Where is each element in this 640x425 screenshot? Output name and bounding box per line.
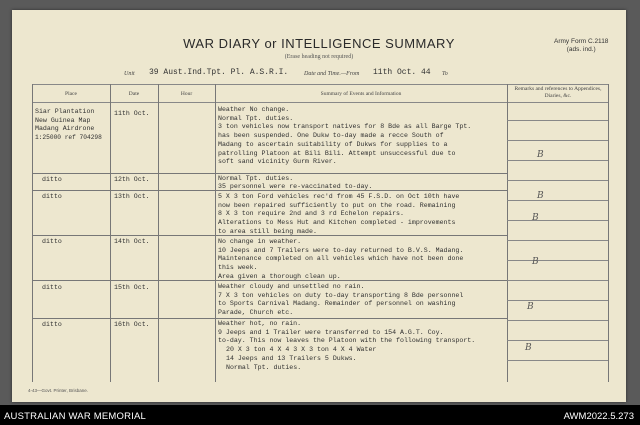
remarks-rule [507, 260, 608, 261]
summary-line: Weather hot, no rain. [218, 320, 302, 327]
summary-line: Weather cloudy and unsettled no rain. [218, 283, 365, 290]
summary-line: to Sports Carnival Madang. Remainder of personnel on washing [218, 300, 456, 308]
remarks-rule [507, 360, 608, 361]
remarks-rule [507, 160, 608, 161]
summary-line: 20 X 3 ton 4 X 4 3 X 3 ton 4 X 4 Water [226, 346, 377, 354]
summary-line: 7 X 3 ton vehicles on duty to-day transporting 8 Bde personnel [218, 291, 464, 299]
to-label: To [442, 71, 448, 77]
entry-date: 12th Oct. [114, 176, 150, 183]
ditto-mark: ditto [42, 238, 62, 245]
printer-imprint: 4-43—Govt. Printer, Brisbane. [28, 388, 89, 393]
col-header-summary: Summary of Events and Information [320, 91, 402, 97]
summary-line: Alterations to Mess Hut and Kitchen completed - improvements [218, 219, 456, 227]
summary-line: Normal Tpt. duties. [218, 174, 294, 182]
date-label: Date and Time.—From [304, 71, 360, 77]
table-header-rule [32, 102, 608, 103]
entry-date: 15th Oct. [114, 284, 150, 291]
entry-date: 14th Oct. [114, 238, 150, 245]
summary-line: to-day. This now leaves the Platoon with the following transport. [218, 337, 476, 345]
summary-line: has been suspended. One Dukw to-day made a recce South of [218, 132, 444, 140]
entry-date: 11th Oct. [114, 110, 150, 117]
summary-line: Normal Tpt. duties. [218, 114, 294, 122]
row-separator [32, 318, 507, 319]
entry-date: 13th Oct. [114, 193, 150, 200]
ditto-mark: ditto [42, 321, 62, 328]
col-divider-hour [215, 84, 216, 382]
place-line: New Guinea Map [35, 116, 91, 124]
ditto-mark: ditto [42, 176, 62, 183]
remarks-rule [507, 220, 608, 221]
summary-line: to area still being made. [218, 227, 317, 235]
col-header-remarks: Remarks and references to Appendices, Diaries, &c. [514, 86, 602, 99]
summary-line: patrolling Platoon at Bili Bili. Attempt unsuccessful due to [218, 149, 456, 157]
form-number-note: (ads. ind.) [566, 46, 596, 53]
summary-line: Maintenance completed on all vehicles which have not been done [218, 255, 464, 263]
remarks-rule [507, 140, 608, 141]
table-border-left [32, 84, 33, 382]
col-divider-summary [507, 84, 508, 382]
form-title: WAR DIARY or INTELLIGENCE SUMMARY [183, 36, 455, 51]
col-divider-place [110, 84, 111, 382]
remarks-rule [507, 180, 608, 181]
form-number-text: Army Form C.2118 [554, 38, 609, 45]
unit-label: Unit [124, 71, 135, 77]
table-top-rule [32, 84, 608, 85]
col-header-hour: Hour [180, 91, 193, 97]
remarks-rule [507, 240, 608, 241]
remarks-rule [507, 200, 608, 201]
diary-page [12, 10, 626, 402]
initial-mark: B [527, 302, 534, 312]
initial-mark: B [537, 150, 544, 160]
initial-mark: B [532, 257, 539, 267]
summary-line: Parade, Church etc. [218, 309, 294, 317]
ditto-mark: ditto [42, 284, 62, 291]
summary-line: this week. [218, 264, 258, 272]
unit-value: 39 Aust.Ind.Tpt. Pl. A.S.R.I. [149, 68, 289, 77]
place-line: Siar Plantation [35, 108, 95, 115]
place-line: 1:25000 ref 704298 [35, 134, 102, 142]
archive-footer [0, 405, 640, 425]
remarks-rule [507, 320, 608, 321]
summary-line: Area given a thorough clean up. [218, 272, 341, 280]
date-value: 11th Oct. 44 [373, 68, 431, 77]
entry-date: 16th Oct. [114, 321, 150, 328]
remarks-rule [507, 340, 608, 341]
summary-line: No change in weather. [218, 238, 302, 245]
remarks-rule [507, 300, 608, 301]
remarks-rule [507, 120, 608, 121]
summary-line: Madang to ascertain suitability of Dukws for supplies to a [218, 140, 448, 148]
summary-line: 8 X 3 ton require 2nd and 3 rd Echelon repairs. [218, 210, 404, 218]
summary-line: 10 Jeeps and 7 Trailers were to-day returned to B.V.S. Madang. [218, 246, 464, 254]
table-border-right [608, 84, 609, 382]
summary-line: 3 ton vehicles now transport natives for 8 Bde as all Barge Tpt. [218, 123, 472, 131]
summary-line: 5 X 3 ton Ford vehicles rec'd from 45 F.S.D. on Oct 10th have [218, 193, 460, 200]
col-header-place: Place [65, 91, 77, 97]
archive-name: AUSTRALIAN WAR MEMORIAL [4, 411, 147, 422]
initial-mark: B [525, 343, 532, 353]
col-divider-date [158, 84, 159, 382]
col-header-date: Date [128, 91, 140, 97]
form-subtitle: (Erase heading not required) [284, 54, 354, 60]
place-line: Madang Airdrone [35, 125, 95, 133]
summary-line: 14 Jeeps and 13 Trailers 5 Dukws. [226, 354, 357, 362]
summary-line: now been repaired sufficiently to put on the road. Remaining [218, 201, 456, 209]
archive-reference: AWM2022.5.273 [563, 411, 634, 422]
summary-line: 9 Jeeps and 1 Trailer were transferred to 154 A.G.T. Coy. [218, 328, 444, 336]
summary-line: Normal Tpt. duties. [226, 363, 302, 371]
summary-line: 35 personnel were re-vaccinated to-day. [218, 183, 373, 191]
summary-line: Weather No change. [218, 106, 290, 113]
initial-mark: B [532, 213, 539, 223]
ditto-mark: ditto [42, 193, 62, 200]
initial-mark: B [537, 191, 544, 201]
form-number [554, 38, 608, 54]
remarks-rule [507, 280, 608, 281]
summary-line: soft sand vicinity Gurm River. [218, 158, 337, 166]
